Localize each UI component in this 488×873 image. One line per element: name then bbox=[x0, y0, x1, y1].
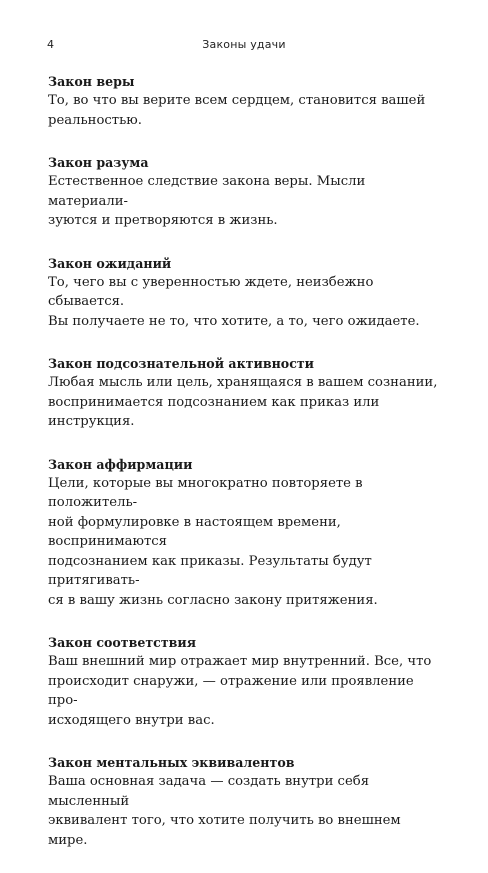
law-text: Естественное следствие закона веры. Мысли материали- зуются и претворяются в жизнь. bbox=[48, 174, 366, 228]
page-number: 4 bbox=[47, 38, 54, 51]
book-title: Законы удачи bbox=[202, 38, 286, 51]
law-title: Закон аффирмации bbox=[48, 456, 193, 472]
law-section-expectations bbox=[48, 254, 443, 332]
law-section-subconscious bbox=[48, 354, 443, 432]
law-title: Закон ментальных эквивалентов bbox=[48, 755, 295, 770]
law-title: Закон ожиданий bbox=[48, 255, 172, 271]
law-title: Закон веры bbox=[48, 74, 135, 89]
law-section-affirmation bbox=[48, 455, 443, 611]
law-section-faith bbox=[48, 72, 443, 130]
law-text: Любая мысль или цель, хранящаяся в вашем сознании, воспринимается подсознанием как приказ или инструкция. bbox=[48, 375, 438, 429]
law-section-mind bbox=[48, 153, 443, 231]
law-text: То, во что вы верите всем сердцем, становится вашей реальностью. bbox=[48, 93, 426, 128]
law-title: Закон подсознательной активности bbox=[48, 356, 314, 371]
law-text: Ваш внешний мир отражает мир внутренний. Все, что происходит снаружи, — отражение или проявление про- исходящего внутри вас. bbox=[48, 654, 432, 728]
law-section-correspondence bbox=[48, 633, 443, 730]
law-text: Цели, которые вы многократно повторяете в положитель- ной формулировке в настоящем времени, воспринимаются подсознанием как приказы. Результаты будут притягивать- ся в вашу жизнь согласно закону притяжения. bbox=[48, 475, 378, 608]
law-text: То, чего вы с уверенностью ждете, неизбежно сбывается. Вы получаете не то, что хотите, а то, чего ожидаете. bbox=[48, 274, 420, 329]
law-section-mental-equivalents bbox=[48, 753, 443, 850]
running-header bbox=[47, 38, 441, 54]
page-content bbox=[48, 72, 443, 873]
law-text: Ваша основная задача — создать внутри себя мысленный эквивалент того, что хотите получить во внешнем мире. bbox=[48, 774, 401, 848]
law-title: Закон разума bbox=[48, 155, 149, 170]
law-title: Закон соответствия bbox=[48, 635, 197, 650]
